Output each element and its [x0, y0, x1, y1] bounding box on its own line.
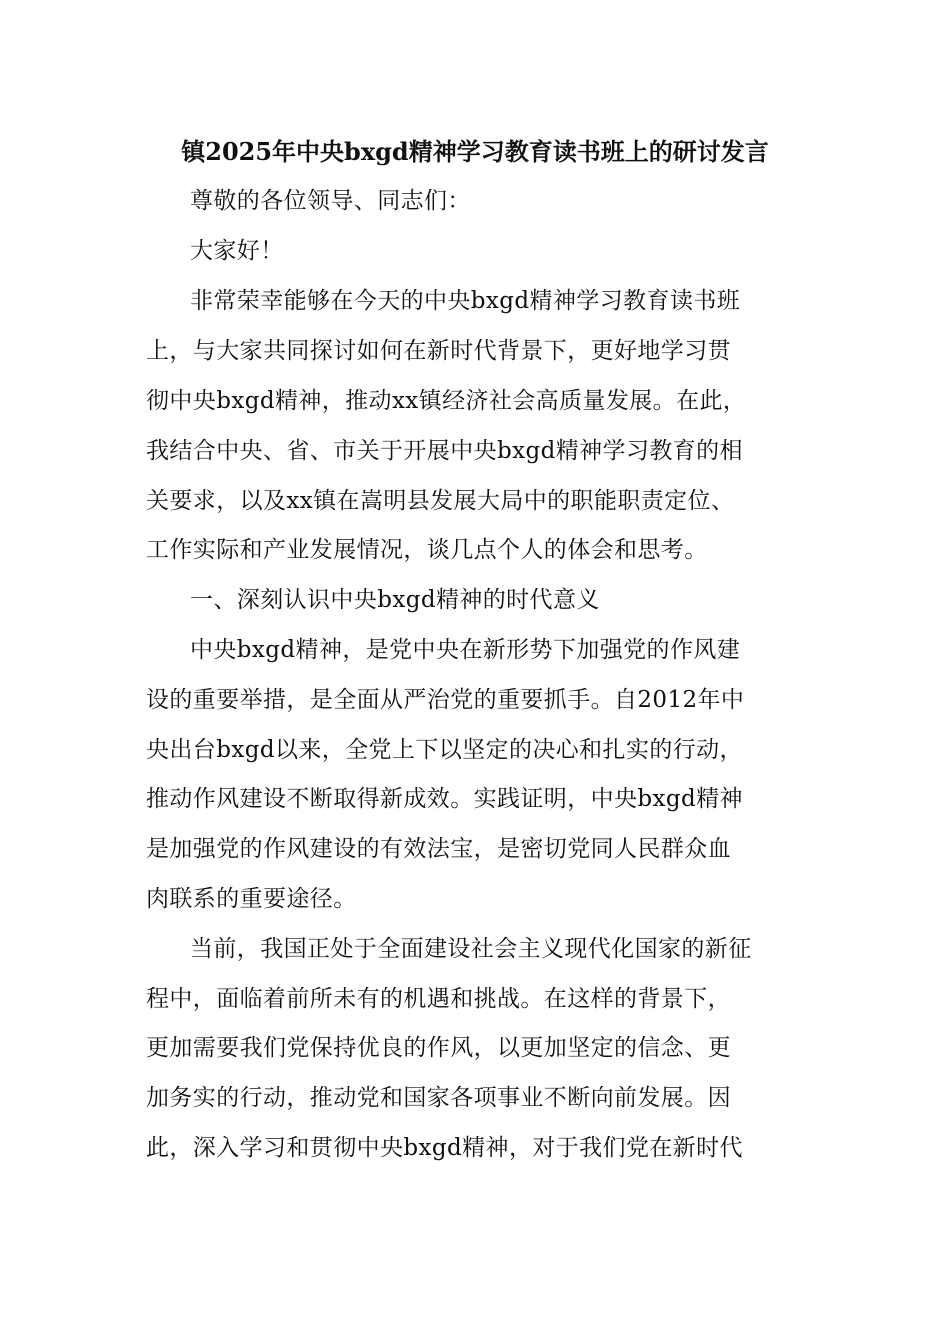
paragraph-line: 此，深入学习和贯彻中央bxgd精神，对于我们党在新时代: [146, 1135, 743, 1161]
paragraph-line: 当前，我国正处于全面建设社会主义现代化国家的新征: [190, 936, 752, 962]
paragraph-line: 更加需要我们党保持优良的作风，以更加坚定的信念、更: [146, 1035, 731, 1061]
section-heading: 一、深刻认识中央bxgd精神的时代意义: [190, 587, 600, 613]
paragraph-line: 关要求，以及xx镇在嵩明县发展大局中的职能职责定位、: [146, 488, 735, 514]
paragraph-line: 设的重要举措，是全面从严治党的重要抓手。自2012年中: [146, 687, 745, 713]
greeting: 大家好！: [190, 238, 284, 264]
paragraph-line: 上，与大家共同探讨如何在新时代背景下，更好地学习贯: [146, 338, 731, 364]
paragraph-line: 工作实际和产业发展情况，谈几点个人的体会和思考。: [146, 537, 708, 563]
paragraph-line: 是加强党的作风建设的有效法宝，是密切党同人民群众血: [146, 836, 731, 862]
paragraph-line: 我结合中央、省、市关于开展中央bxgd精神学习教育的相: [146, 438, 743, 464]
paragraph-line: 推动作风建设不断取得新成效。实践证明，中央bxgd精神: [146, 786, 743, 812]
paragraph-line: 央出台bxgd以来，全党上下以坚定的决心和扎实的行动，: [146, 737, 743, 763]
salutation: 尊敬的各位领导、同志们：: [190, 188, 471, 214]
document-title: 镇2025年中央bxgd精神学习教育读书班上的研讨发言: [181, 137, 769, 166]
paragraph-line: 加务实的行动，推动党和国家各项事业不断向前发展。因: [146, 1085, 731, 1111]
paragraph-line: 程中，面临着前所未有的机遇和挑战。在这样的背景下，: [146, 986, 731, 1012]
paragraph-line: 肉联系的重要途径。: [146, 886, 357, 912]
paragraph-line: 中央bxgd精神，是党中央在新形势下加强党的作风建: [190, 637, 741, 663]
paragraph-line: 彻中央bxgd精神，推动xx镇经济社会高质量发展。在此，: [146, 388, 747, 414]
paragraph-line: 非常荣幸能够在今天的中央bxgd精神学习教育读书班: [190, 288, 741, 314]
